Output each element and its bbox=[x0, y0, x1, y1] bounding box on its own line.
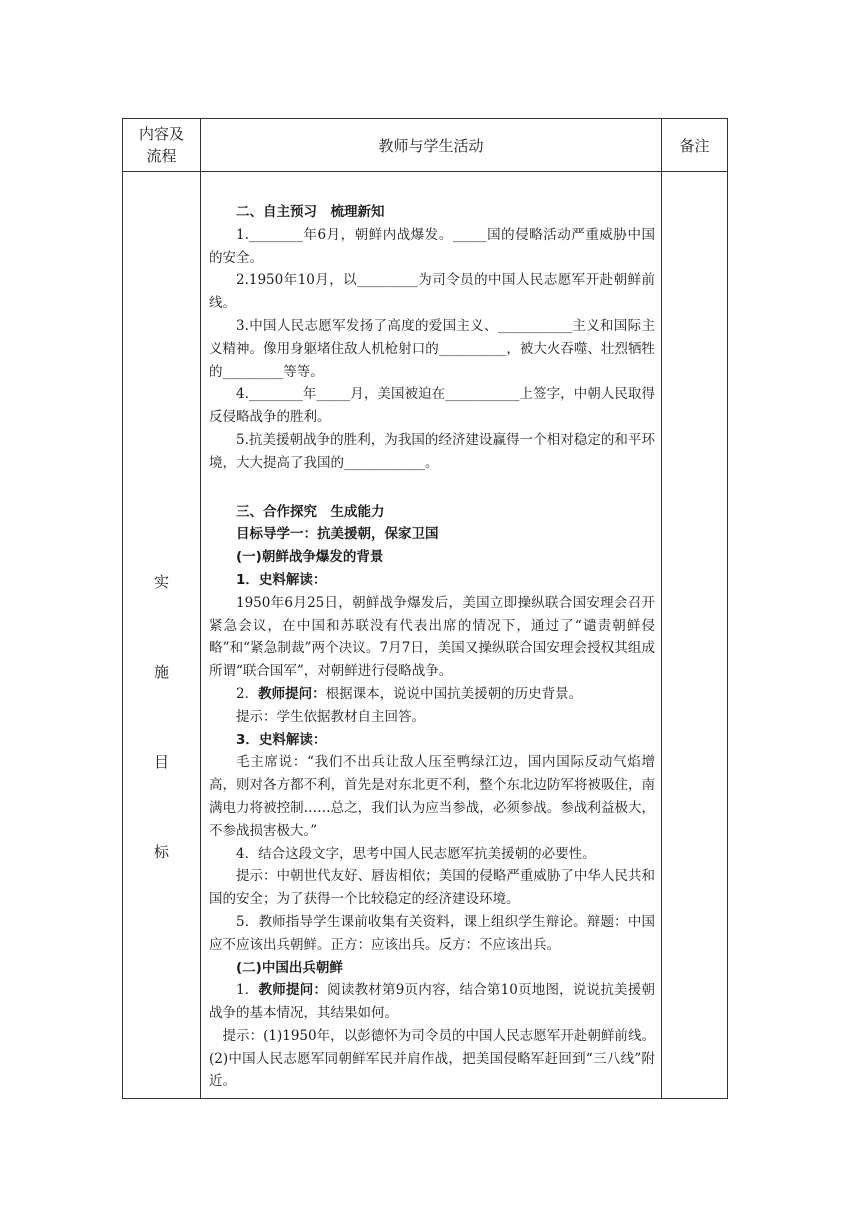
section2-heading: 二、自主预习 梳理新知 bbox=[236, 204, 385, 220]
p3-text: 毛主席说：“我们不出兵让敌人压至鸭绿江边，国内国际反动气焰增高，则对各方都不利，首先是对东北更不利，整个东北边防军将被吸住，南满电力将被控制……总之，我们认为应当参战，必须参战。参战利益极大，不参战损害极大。” bbox=[209, 754, 655, 839]
table-body-row bbox=[123, 172, 728, 1099]
section3-heading: 三、合作探究 生成能力 bbox=[236, 503, 385, 520]
q1-label: 教师提问： bbox=[258, 982, 328, 999]
side-label-cell bbox=[123, 172, 201, 1099]
preview-item: 3.中国人民志愿军发扬了高度的爱国主义、___________主义和国际主义精神。像用身躯堵住敌人机枪射口的__________，被大火吞噬、壮烈牺牲的_________等等。 bbox=[209, 317, 655, 380]
header-activities: 教师与学生活动 bbox=[201, 119, 662, 172]
p2-label: 教师提问： bbox=[258, 685, 326, 702]
notes-cell bbox=[662, 172, 728, 1099]
activities-content bbox=[201, 172, 661, 1093]
p2-num: 2． bbox=[236, 685, 259, 702]
preview-item: 5.抗美援朝战争的胜利，为我国的经济建设赢得一个相对稳定的和平环境，大大提高了我国的____________。 bbox=[209, 431, 655, 471]
p3-label: 3．史料解读： bbox=[236, 731, 327, 748]
q1-num: 1． bbox=[236, 982, 259, 999]
activities-cell bbox=[201, 172, 662, 1099]
header-content-flow-line1: 内容及 bbox=[138, 125, 184, 143]
p2-text: 根据课本，说说中国抗美援朝的历史背景。 bbox=[325, 685, 583, 702]
side-label-char: 目 bbox=[153, 753, 169, 771]
p5-text: 5．教师指导学生课前收集有关资料，课上组织学生辩论。辩题：中国应不应该出兵朝鲜。正方：应该出兵。反方：不应该出兵。 bbox=[209, 913, 655, 953]
p4-text: 4．结合这段文字，思考中国人民志愿军抗美援朝的必要性。 bbox=[236, 845, 596, 862]
subsection2-heading: (二)中国出兵朝鲜 bbox=[236, 959, 343, 976]
preview-item: 4.________年_____月，美国被迫在___________上签字，中朝人民取得反侵略战争的胜利。 bbox=[209, 386, 655, 426]
side-label-char: 实 bbox=[153, 573, 169, 591]
p1-text: 1950年6月25日，朝鲜战争爆发后，美国立即操纵联合国安理会召开紧急会议，在中国和苏联没有代表出席的情况下，通过了“谴责朝鲜侵略”和“紧急制裁”两个决议。7月7日，美国又操纵联合国安理会授权其组成所谓“联合国军”，对朝鲜进行侵略战争。 bbox=[209, 594, 655, 680]
header-notes: 备注 bbox=[662, 119, 728, 172]
p4-hint: 提示：中朝世代友好、唇齿相依；美国的侵略严重威胁了中华人民共和国的安全；为了获得一个比较稳定的经济建设环境。 bbox=[209, 868, 655, 908]
preview-item: 2.1950年10月，以_________为司令员的中国人民志愿军开赴朝鲜前线。 bbox=[209, 272, 655, 312]
subsection1-heading: (一)朝鲜战争爆发的背景 bbox=[236, 549, 384, 566]
side-label-char: 标 bbox=[153, 843, 169, 861]
p1-label: 1．史料解读： bbox=[236, 571, 327, 588]
preview-item: 1.________年6月，朝鲜内战爆发。_____国的侵略活动严重威胁中国的安全。 bbox=[209, 226, 655, 266]
p2-hint: 提示：学生依据教材自主回答。 bbox=[236, 708, 425, 725]
header-content-flow-line2: 流程 bbox=[146, 147, 177, 165]
q1-text: 阅读教材第9页内容，结合第10页地图，说说抗美援朝战争的基本情况，其结果如何。 bbox=[209, 982, 655, 1022]
goal-heading: 目标导学一：抗美援朝，保家卫国 bbox=[236, 526, 439, 543]
lesson-plan-table bbox=[122, 118, 728, 1099]
side-label-char: 施 bbox=[153, 663, 169, 681]
q1-hint: 提示：(1)1950年，以彭德怀为司令员的中国人民志愿军开赴朝鲜前线。(2)中国人民志愿军同朝鲜军民并肩作战，把美国侵略军赶回到“三八线”附近。 bbox=[209, 1027, 655, 1090]
p2-question bbox=[209, 683, 655, 706]
q1-question bbox=[209, 979, 655, 1025]
header-content-flow bbox=[123, 119, 201, 172]
table-header-row bbox=[123, 119, 728, 172]
